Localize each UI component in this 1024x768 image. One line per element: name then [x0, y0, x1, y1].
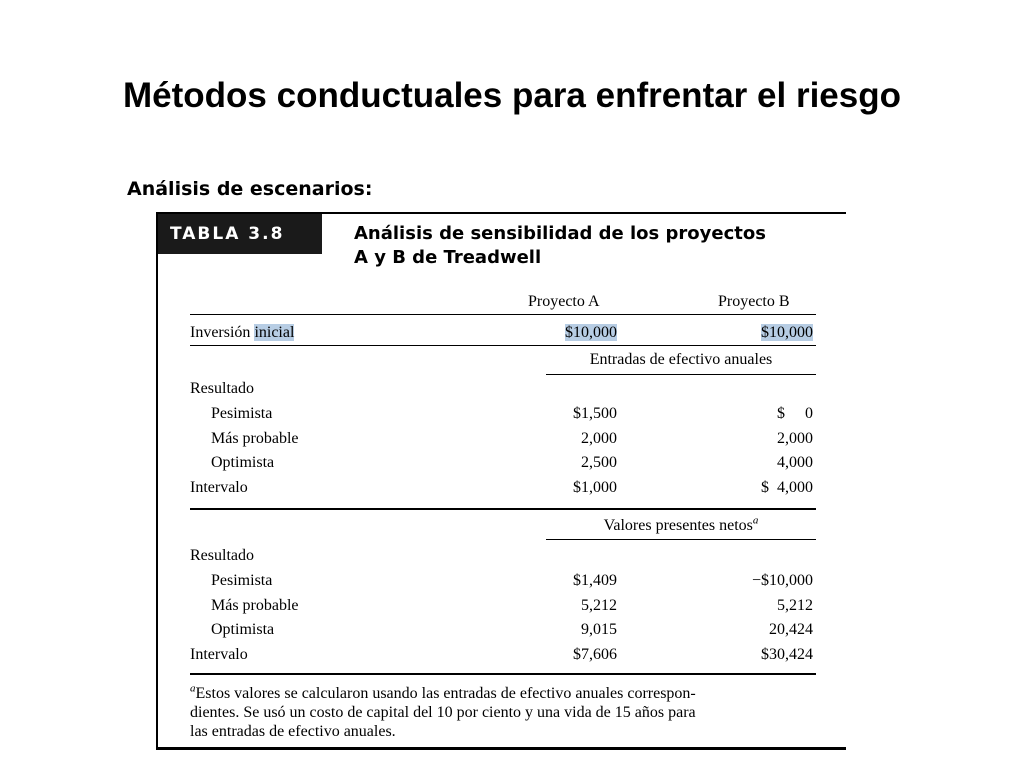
section1-row-value-b: 4,000: [777, 454, 813, 471]
section2-row-value-b: 5,212: [777, 597, 813, 614]
column-header-project-b: Proyecto B: [718, 293, 790, 310]
section-separator-rule: [190, 508, 816, 510]
section1-header: Entradas de efectivo anuales: [589, 351, 773, 368]
section2-header-rule: [546, 539, 816, 540]
section2-header-footnote-mark: a: [752, 514, 759, 527]
slide-title: Métodos conductuales para enfrentar el riesgo: [123, 76, 901, 115]
section1-row-value-b: $ 0: [777, 405, 813, 422]
footnote-mark: a: [190, 682, 196, 695]
footnote-line1-text: Estos valores se calcularon usando las entradas de efectivo anuales correspon-: [195, 685, 696, 702]
section1-range-label: Intervalo: [190, 479, 248, 496]
section2-row-value-a: $1,409: [573, 572, 617, 589]
table-heading-line2: A y B de Treadwell: [354, 247, 542, 268]
investment-value-b: [761, 323, 813, 343]
footnote-line2: dientes. Se usó un costo de capital del 10 por ciento y una vida de 15 años para: [190, 704, 696, 721]
investment-label-highlight: inicial: [254, 324, 295, 341]
section2-row-value-a: 9,015: [581, 621, 617, 638]
investment-label: [190, 323, 294, 343]
footnote-line1: [190, 684, 850, 703]
section2-row-label: Pesimista: [211, 572, 273, 589]
investment-rule: [190, 345, 816, 346]
section1-row-value-b: 2,000: [777, 430, 813, 447]
section2-header-text: Valores presentes netos: [603, 517, 753, 534]
section2-row-label: Optimista: [211, 621, 275, 638]
table-footnote: [190, 684, 850, 741]
investment-value-a-text: $10,000: [565, 324, 617, 341]
section1-row-label: Optimista: [211, 454, 275, 471]
section1-row-value-a: $1,500: [573, 405, 617, 422]
section2-range-value-a: $7,606: [573, 646, 617, 663]
section2-row-value-a: 5,212: [581, 597, 617, 614]
table-heading-line1: Análisis de sensibilidad de los proyectos: [354, 223, 766, 244]
section2-header: [546, 516, 816, 536]
table-bottom-rule: [190, 673, 816, 675]
section1-range-value-b: $ 4,000: [761, 479, 813, 496]
section2-group-label: Resultado: [190, 547, 254, 564]
table-figure: [156, 212, 846, 750]
section1-row-value-a: 2,000: [581, 430, 617, 447]
investment-label-word: Inversión: [190, 324, 251, 341]
investment-value-b-text: $10,000: [761, 324, 813, 341]
investment-value-a: [565, 323, 617, 343]
section1-row-value-a: 2,500: [581, 454, 617, 471]
header-rule: [190, 314, 816, 315]
section2-range-label: Intervalo: [190, 646, 248, 663]
section1-header-rule: [546, 374, 816, 375]
section2-row-label: Más probable: [211, 597, 299, 614]
section1-range-value-a: $1,000: [573, 479, 617, 496]
section2-row-value-b: 20,424: [769, 621, 813, 638]
section1-row-label: Más probable: [211, 430, 299, 447]
table-number-badge: TABLA 3.8: [158, 214, 322, 254]
section1-group-label: Resultado: [190, 380, 254, 397]
section1-row-label: Pesimista: [211, 405, 273, 422]
footnote-line3: las entradas de efectivo anuales.: [190, 723, 396, 740]
table-heading: [354, 222, 834, 270]
slide-subtitle: Análisis de escenarios:: [127, 178, 373, 200]
column-header-project-a: Proyecto A: [528, 293, 600, 310]
section2-row-value-b: −$10,000: [751, 572, 813, 589]
section2-range-value-b: $30,424: [761, 646, 813, 663]
